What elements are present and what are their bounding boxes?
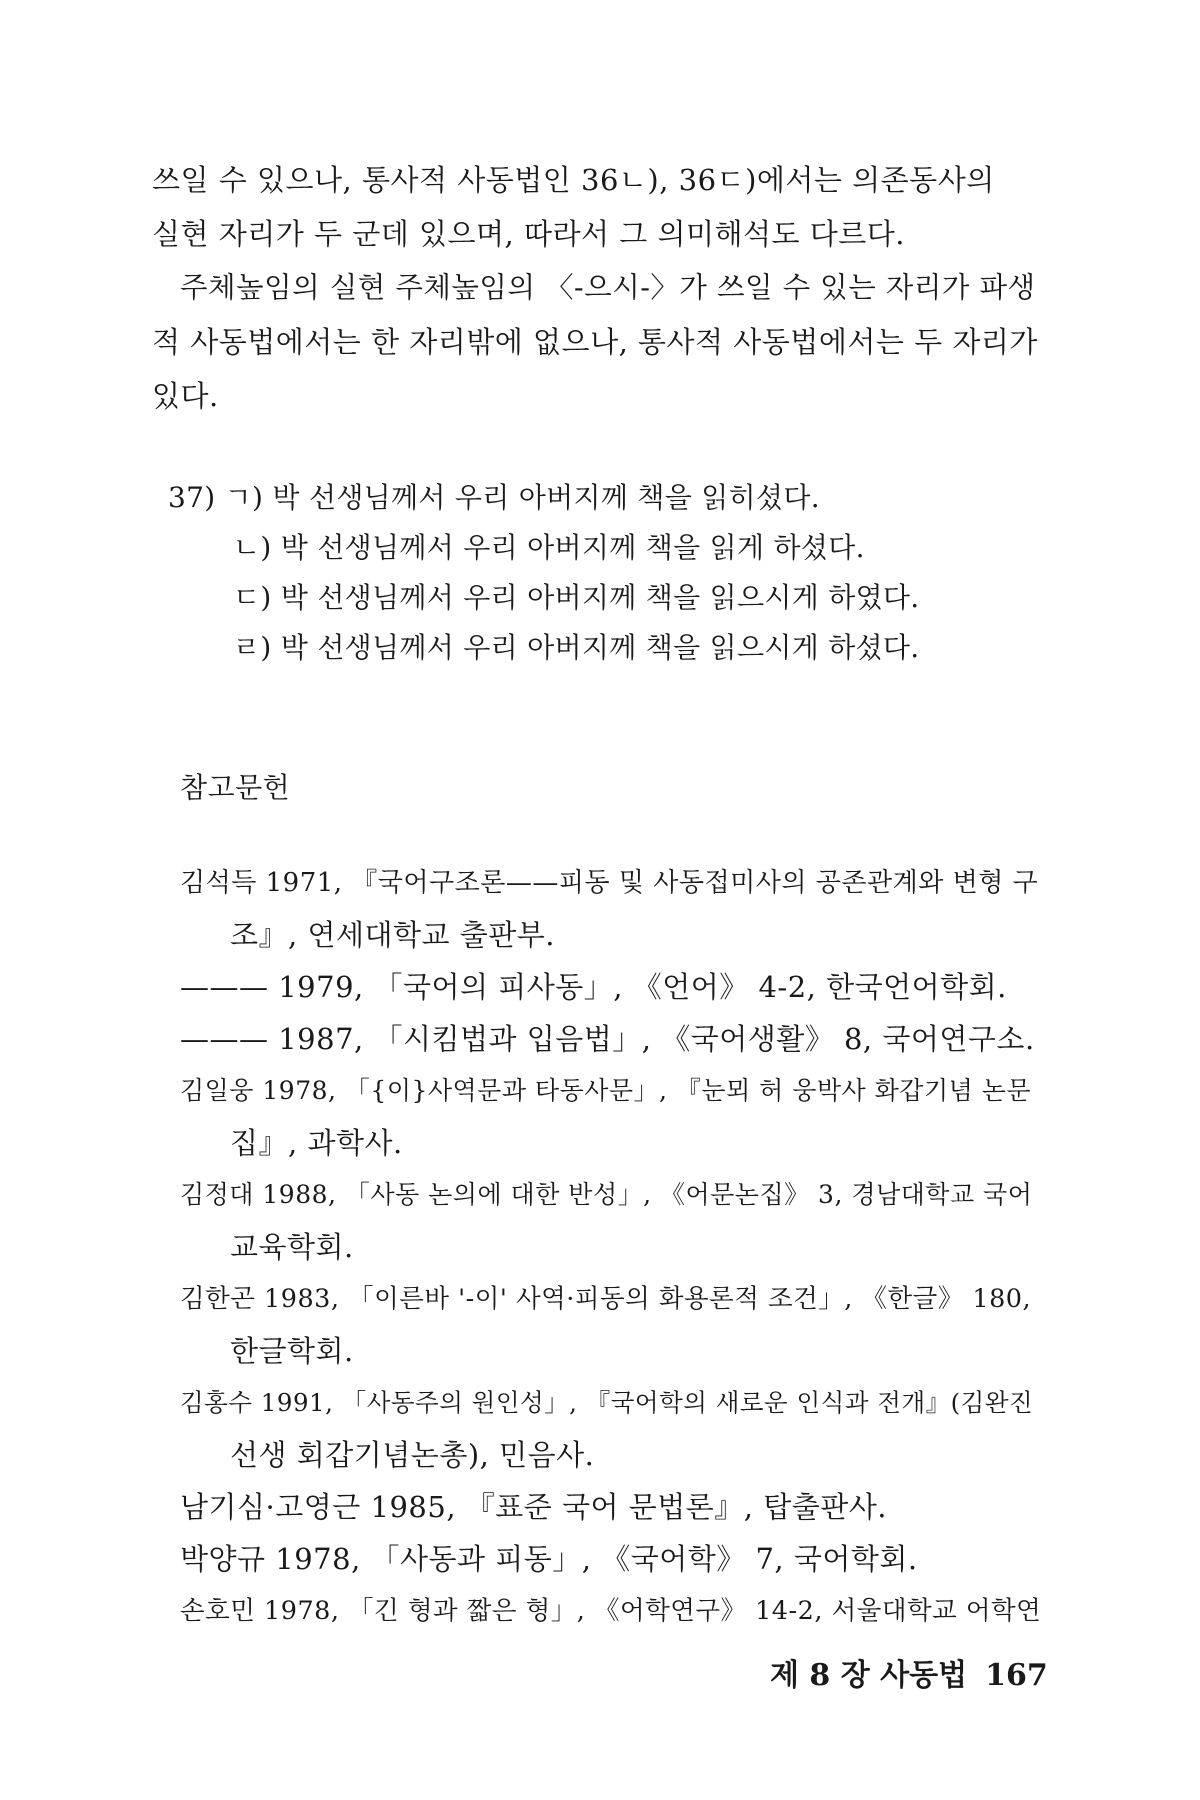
body-line: 실현 자리가 두 군데 있으며, 따라서 그 의미해석도 다르다. [152, 217, 906, 251]
body-line: 주체높임의 실현 주체높임의 〈-으시-〉가 쓰일 수 있는 자리가 파생 [180, 271, 1036, 304]
body-line: 적 사동법에서는 한 자리밖에 없으나, 통사적 사동법에서는 두 자리가 [152, 325, 1038, 359]
body-line: 있다. [152, 379, 219, 413]
example-item: 37) ㄱ) 박 선생님께서 우리 아버지께 책을 읽히셨다. [168, 481, 820, 514]
reference-line: 김정대 1988, 「사동 논의에 대한 반성」, 《어문논집》 3, 경남대학교 국어 [180, 1180, 1033, 1209]
reference-line: 한글학회. [230, 1334, 354, 1368]
reference-line: 선생 회갑기념논총), 민음사. [230, 1438, 595, 1472]
example-item: ㄴ) 박 선생님께서 우리 아버지께 책을 읽게 하셨다. [233, 531, 865, 564]
reference-line: 교육학회. [230, 1230, 354, 1264]
page-number: 167 [985, 1658, 1048, 1693]
reference-line: 김홍수 1991, 「사동주의 원인성」, 『국어학의 새로운 인식과 전개』(김완진 [180, 1388, 1034, 1417]
reference-line: 남기심·고영근 1985, 『표준 국어 문법론』, 탑출판사. [180, 1490, 888, 1524]
body-line: 쓰일 수 있으나, 통사적 사동법인 36ㄴ), 36ㄷ)에서는 의존동사의 [152, 163, 995, 197]
reference-line: 조』, 연세대학교 출판부. [230, 918, 555, 952]
page-footer [770, 1658, 1048, 1694]
reference-line: 김한곤 1983, 「이른바 '-이' 사역·피동의 화용론적 조건」, 《한글》 180, [180, 1284, 1032, 1314]
reference-line: 집』, 과학사. [230, 1126, 403, 1160]
references-heading: 참고문헌 [180, 771, 291, 804]
reference-line: ——— 1979, 「국어의 피사동」, 《언어》 4-2, 한국언어학회. [180, 970, 1007, 1004]
reference-line: 박양규 1978, 「사동과 피동」, 《국어학》 7, 국어학회. [180, 1542, 918, 1576]
chapter-title: 제 8 장 사동법 [770, 1658, 968, 1693]
example-item: ㄹ) 박 선생님께서 우리 아버지께 책을 읽으시게 하셨다. [233, 631, 920, 664]
reference-line: ——— 1987, 「시킴법과 입음법」, 《국어생활》 8, 국어연구소. [180, 1022, 1035, 1056]
reference-line: 김일웅 1978, 「{이}사역문과 타동사문」, 『눈뫼 허 웅박사 화갑기념 논문 [180, 1076, 1032, 1105]
reference-line: 손호민 1978, 「긴 형과 짧은 형」, 《어학연구》 14-2, 서울대학교 어학연 [180, 1596, 1042, 1626]
example-item: ㄷ) 박 선생님께서 우리 아버지께 책을 읽으시게 하였다. [233, 581, 920, 614]
reference-line: 김석득 1971, 『국어구조론——피동 및 사동접미사의 공존관계와 변형 구 [180, 868, 1039, 898]
